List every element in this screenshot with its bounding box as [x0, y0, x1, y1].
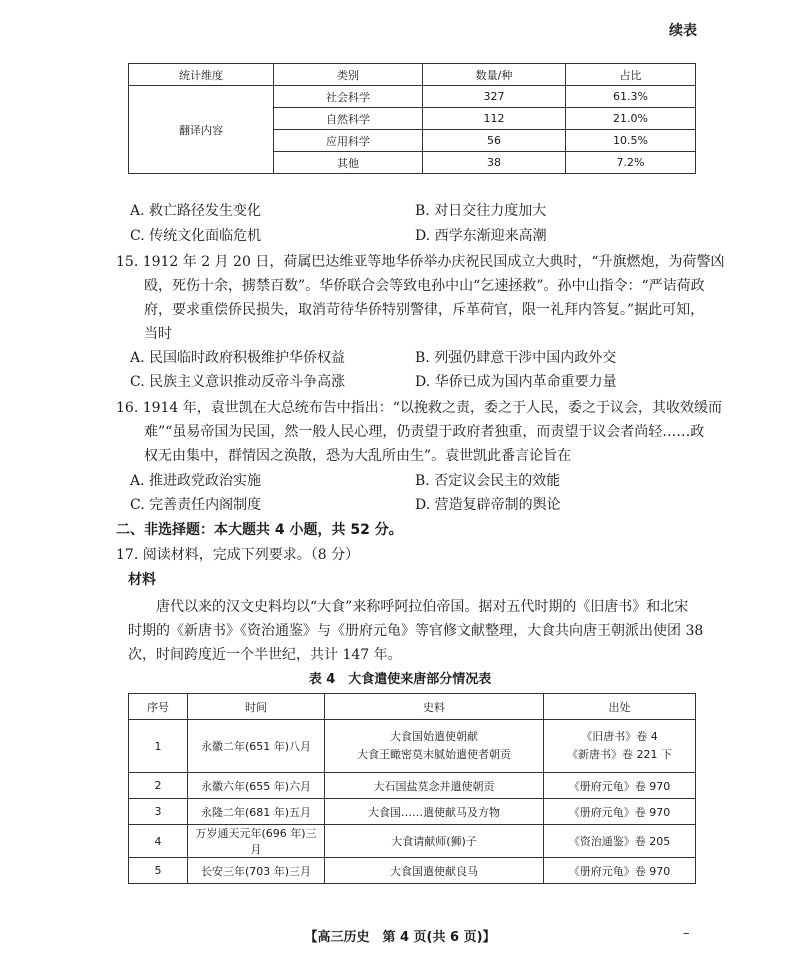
table-cell: 7.2%	[566, 152, 696, 174]
table-row	[129, 825, 696, 858]
q16-line-2: 难”“虽易帝国为民国，然一般人民心理，仍责望于政府者独重，而责望于议会者尚轻……政	[116, 424, 705, 440]
q15-option-d: D. 华侨已成为国内革命重要力量	[415, 374, 617, 390]
q15-line-4: 当时	[116, 326, 172, 342]
q16-option-b: B. 否定议会民主的效能	[415, 473, 561, 489]
table-cell: 《册府元龟》卷 970	[544, 858, 696, 884]
table-cell: 《册府元龟》卷 970	[544, 799, 696, 825]
q16-option-c: C. 完善责任内阁制度	[130, 497, 262, 513]
table-cell: 大石国盐莫念并遣使朝贡	[325, 773, 544, 799]
material-line-2: 时期的《新唐书》《资治通鉴》与《册府元龟》等官修文献整理，大食共向唐王朝派出使团 38	[128, 623, 704, 639]
table-cell: 永隆二年(681 年)五月	[188, 799, 325, 825]
cell-line: 大食国始遣使朝献	[390, 730, 478, 743]
table-cell: 10.5%	[566, 130, 696, 152]
material-label: 材料	[128, 572, 156, 588]
table-cell	[544, 720, 696, 773]
table-row	[129, 773, 696, 799]
table-cell: 2	[129, 773, 188, 799]
q15-option-c: C. 民族主义意识推动反帝斗争高涨	[130, 374, 346, 390]
header-cell: 占比	[566, 64, 696, 86]
q15-line-1: 15. 1912 年 2 月 20 日，荷属巴达维亚等地华侨举办庆祝民国成立大典时，“升旗燃炮，为荷警凶	[116, 254, 725, 270]
table-header-row	[129, 64, 696, 86]
q16-line-1: 16. 1914 年，袁世凯在大总统布告中指出：“以挽救之责，委之于人民，委之于议会，其收效缓而	[116, 400, 722, 416]
cell-line: 大食王瞰密莫末腻始遣使者朝贡	[357, 748, 511, 761]
q15-line-2: 殴，死伤十余，掳禁百数”。华侨联合会等致电孙中山“乞速拯救”。孙中山指令：“严诘荷政	[116, 278, 705, 294]
continued-label: 续表	[669, 23, 697, 39]
table-cell: 《资治通鉴》卷 205	[544, 825, 696, 858]
header-cell: 数量/种	[423, 64, 566, 86]
q14-option-a: A. 救亡路径发生变化	[130, 203, 262, 219]
table-cell: 112	[423, 108, 566, 130]
header-cell: 统计维度	[129, 64, 274, 86]
table-cell: 永徽二年(651 年)八月	[188, 720, 325, 773]
table-cell: 56	[423, 130, 566, 152]
table-cell: 大食请献师(狮)子	[325, 825, 544, 858]
q17-prompt: 17. 阅读材料，完成下列要求。（8 分）	[116, 547, 360, 563]
material-line-3: 次，时间跨度近一个半世纪，共计 147 年。	[128, 647, 402, 663]
table-cell	[325, 720, 544, 773]
table-row	[129, 86, 696, 108]
header-cell: 类别	[274, 64, 423, 86]
q15-option-a: A. 民国临时政府积极维护华侨权益	[130, 350, 346, 366]
q16-option-d: D. 营造复辟帝制的舆论	[415, 497, 561, 513]
q16-option-a: A. 推进政党政治实施	[130, 473, 262, 489]
q15-line-3: 府，要求重偿侨民损失，取消苛待华侨特别警律，斥革荷官，限一礼拜内答复。”据此可知，	[116, 302, 705, 318]
table-row	[129, 799, 696, 825]
envoy-table	[128, 693, 696, 884]
header-cell: 史料	[325, 694, 544, 720]
table-cell: 应用科学	[274, 130, 423, 152]
cell-line: 《新唐书》卷 221 下	[567, 748, 672, 761]
table-cell: 自然科学	[274, 108, 423, 130]
q14-option-c: C. 传统文化面临危机	[130, 228, 262, 244]
dimension-cell: 翻译内容	[129, 86, 274, 174]
table-cell: 327	[423, 86, 566, 108]
table-cell: 3	[129, 799, 188, 825]
table-cell: 21.0%	[566, 108, 696, 130]
section-2-heading: 二、非选择题：本大题共 4 小题，共 52 分。	[116, 522, 403, 538]
table-cell: 4	[129, 825, 188, 858]
table-cell: 5	[129, 858, 188, 884]
table-4-caption: 表 4 大食遣使来唐部分情况表	[308, 672, 492, 687]
q15-option-b: B. 列强仍肆意干涉中国内政外交	[415, 350, 617, 366]
q14-option-d: D. 西学东渐迎来高潮	[415, 228, 547, 244]
q14-option-b: B. 对日交往力度加大	[415, 203, 547, 219]
header-cell: 时间	[188, 694, 325, 720]
page-footer: 【高三历史 第 4 页(共 6 页)】	[304, 930, 496, 945]
table-cell: 1	[129, 720, 188, 773]
table-cell: 永徽六年(655 年)六月	[188, 773, 325, 799]
table-cell: 38	[423, 152, 566, 174]
header-cell: 出处	[544, 694, 696, 720]
table-header-row	[129, 694, 696, 720]
table-cell: 61.3%	[566, 86, 696, 108]
header-cell: 序号	[129, 694, 188, 720]
table-cell: 大食国……遣使献马及方物	[325, 799, 544, 825]
table-cell: 社会科学	[274, 86, 423, 108]
table-cell: 其他	[274, 152, 423, 174]
cell-line: 《旧唐书》卷 4	[581, 730, 658, 743]
q16-line-3: 权无由集中，群情因之涣散，恐为大乱所由生”。袁世凯此番言论旨在	[116, 448, 572, 464]
table-cell: 万岁通天元年(696 年)三月	[188, 825, 325, 858]
table-row	[129, 720, 696, 773]
table-cell: 大食国遣使献良马	[325, 858, 544, 884]
dash-mark: –	[683, 926, 690, 941]
table-row	[129, 858, 696, 884]
translation-stats-table	[128, 63, 696, 174]
table-cell: 长安三年(703 年)三月	[188, 858, 325, 884]
table-cell: 《册府元龟》卷 970	[544, 773, 696, 799]
material-line-1: 唐代以来的汉文史料均以“大食”来称呼阿拉伯帝国。据对五代时期的《旧唐书》和北宋	[128, 599, 689, 615]
